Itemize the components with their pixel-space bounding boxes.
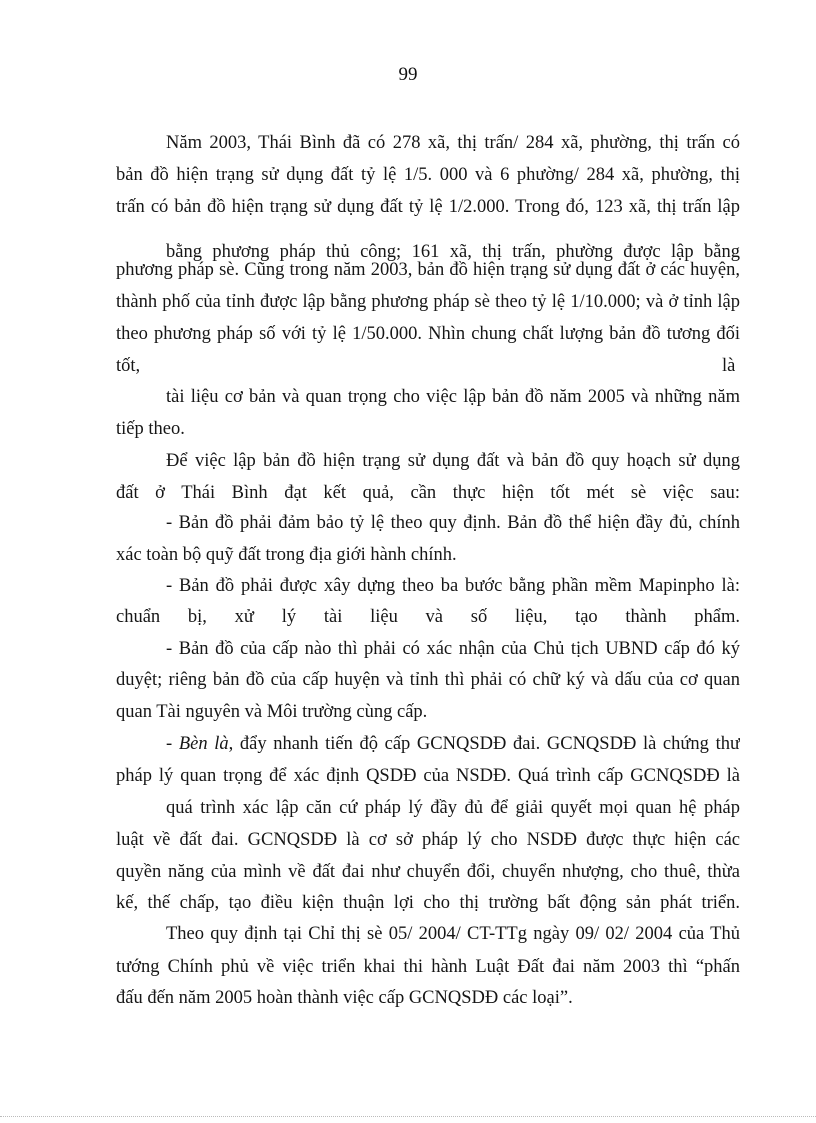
text-line: Để việc lập bản đồ hiện trạng sử dụng đất và bản đồ quy hoạch sử dụng [166,451,740,471]
text-line: luật về đất đai. GCNQSDĐ là cơ sở pháp lý cho NSDĐ được thực hiện các [116,830,740,850]
text-line: quyền năng của mình về đất đai như chuyển đổi, chuyển nhượng, cho thuê, thừa [116,862,740,882]
text-span: , đẩy nhanh tiến độ cấp GCNQSDĐ đai. GCNQSDĐ là chứng thư [228,734,740,754]
text-line: kế, thế chấp, tạo điều kiện thuận lợi cho thị trường bất động sản phát triển. [116,893,740,913]
text-line: bản đồ hiện trạng sử dụng đất tỷ lệ 1/5. 000 và 6 phường/ 284 xã, phường, thị [116,165,740,185]
page-number: 99 [398,64,418,85]
text-line: duyệt; riêng bản đồ của cấp huyện và tỉnh thì phải có chữ ký và dấu của cơ quan [116,670,740,690]
text-line: tiếp theo. [116,419,185,439]
text-line: Theo quy định tại Chỉ thị sè 05/ 2004/ CT-TTg ngày 09/ 02/ 2004 của Thủ [166,924,740,944]
text-line: Năm 2003, Thái Bình đã có 278 xã, thị trấn/ 284 xã, phường, thị trấn có [166,133,740,153]
text-line: tướng Chính phủ về việc triển khai thi hành Luật Đất đai năm 2003 thì “phấn [116,957,740,977]
text-line: thành phố của tỉnh được lập bằng phương pháp sè theo tỷ lệ 1/10.000; và ở tỉnh lập [116,292,740,312]
text-line: quan Tài nguyên và Môi trường cùng cấp. [116,702,428,722]
text-line: phương pháp sè. Cũng trong năm 2003, bản đồ hiện trạng sử dụng đất ở các huyện, [116,260,740,280]
italic-phrase: Bèn là [178,734,229,754]
text-line: là [722,356,736,376]
text-line: trấn có bản đồ hiện trạng sử dụng đất tỷ lệ 1/2.000. Trong đó, 123 xã, thị trấn lập [116,197,740,217]
text-line: quá trình xác lập căn cứ pháp lý đầy đủ để giải quyết mọi quan hệ pháp [166,798,740,818]
text-line: bằng phương pháp thủ công; 161 xã, thị trấn, phường được lập bằng [166,242,740,262]
text-line: xác toàn bộ quỹ đất trong địa giới hành chính. [116,545,457,565]
text-line: tốt, [116,356,141,376]
text-line: chuẩn bị, xử lý tài liệu và số liệu, tạo thành phẩm. [116,607,740,627]
text-line: - Bản đồ phải được xây dựng theo ba bước bằng phần mềm Mapinpho là: [166,576,740,596]
text-line: pháp lý quan trọng để xác định QSDĐ của NSDĐ. Quá trình cấp GCNQSDĐ là [116,766,740,786]
text-span: - [166,734,179,754]
page-bottom-divider [0,1116,816,1117]
text-line [166,732,740,756]
text-line: - Bản đồ phải đảm bảo tỷ lệ theo quy định. Bản đồ thể hiện đầy đủ, chính [166,513,740,533]
text-line: theo phương pháp số với tỷ lệ 1/50.000. Nhìn chung chất lượng bản đồ tương đối [116,324,740,344]
text-line: đất ở Thái Bình đạt kết quả, cần thực hiện tốt mét sè việc sau: [116,483,740,503]
text-line: đấu đến năm 2005 hoàn thành việc cấp GCNQSDĐ các loại”. [116,988,573,1008]
text-line: - Bản đồ của cấp nào thì phải có xác nhận của Chủ tịch UBND cấp đó ký [166,639,740,659]
text-line: tài liệu cơ bản và quan trọng cho việc lập bản đồ năm 2005 và những năm [166,387,740,407]
